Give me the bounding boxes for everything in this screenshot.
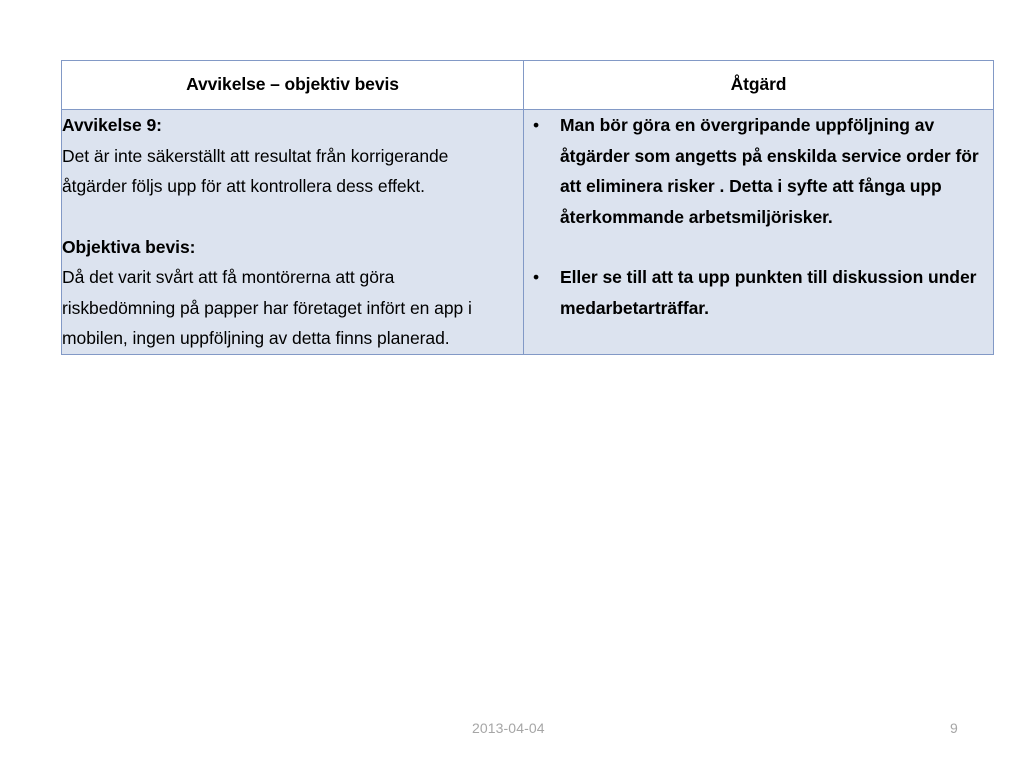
list-item <box>524 110 980 232</box>
bullet-point-icon: • <box>533 267 540 287</box>
objective-evidence-block <box>62 232 523 354</box>
deviation-block <box>62 110 523 202</box>
column-header-action: Åtgärd <box>524 61 994 110</box>
footer-date: 2013-04-04 <box>472 720 545 736</box>
table-row <box>62 110 994 355</box>
action-bullet-text: Eller se till att ta upp punkten till diskussion under medarbetarträffar. <box>560 267 977 318</box>
table-header-row <box>62 61 994 110</box>
column-header-deviation: Avvikelse – objektiv bevis <box>62 61 524 110</box>
objective-evidence-label: Objektiva bevis: <box>62 236 196 257</box>
action-bullet-text: Man bör göra en övergripande uppföljning av åtgärder som angetts på enskilda service order för att eliminera risker . Detta i syfte att fånga upp återkommande arbetsmiljörisker. <box>560 115 979 227</box>
footer-page-number: 9 <box>950 720 958 736</box>
list-item <box>524 262 980 323</box>
slide-footer <box>0 720 1024 744</box>
cell-action <box>524 110 994 355</box>
table-body <box>62 110 994 355</box>
deviation-body: Det är inte säkerställt att resultat från korrigerande åtgärder följs upp för att kontrollera dess effekt. <box>62 145 449 196</box>
finding-table <box>61 60 994 355</box>
bullet-point-icon: • <box>533 115 540 135</box>
objective-evidence-body: Då det varit svårt att få montörerna att göra riskbedömning på papper har företaget infört en app i mobilen, ingen uppföljning av detta finns planerad. <box>62 267 472 348</box>
table-header-row-group <box>62 61 994 110</box>
deviation-label: Avvikelse 9: <box>62 115 162 135</box>
cell-deviation-objective-evidence <box>62 110 524 355</box>
action-bullet-list <box>524 110 993 323</box>
